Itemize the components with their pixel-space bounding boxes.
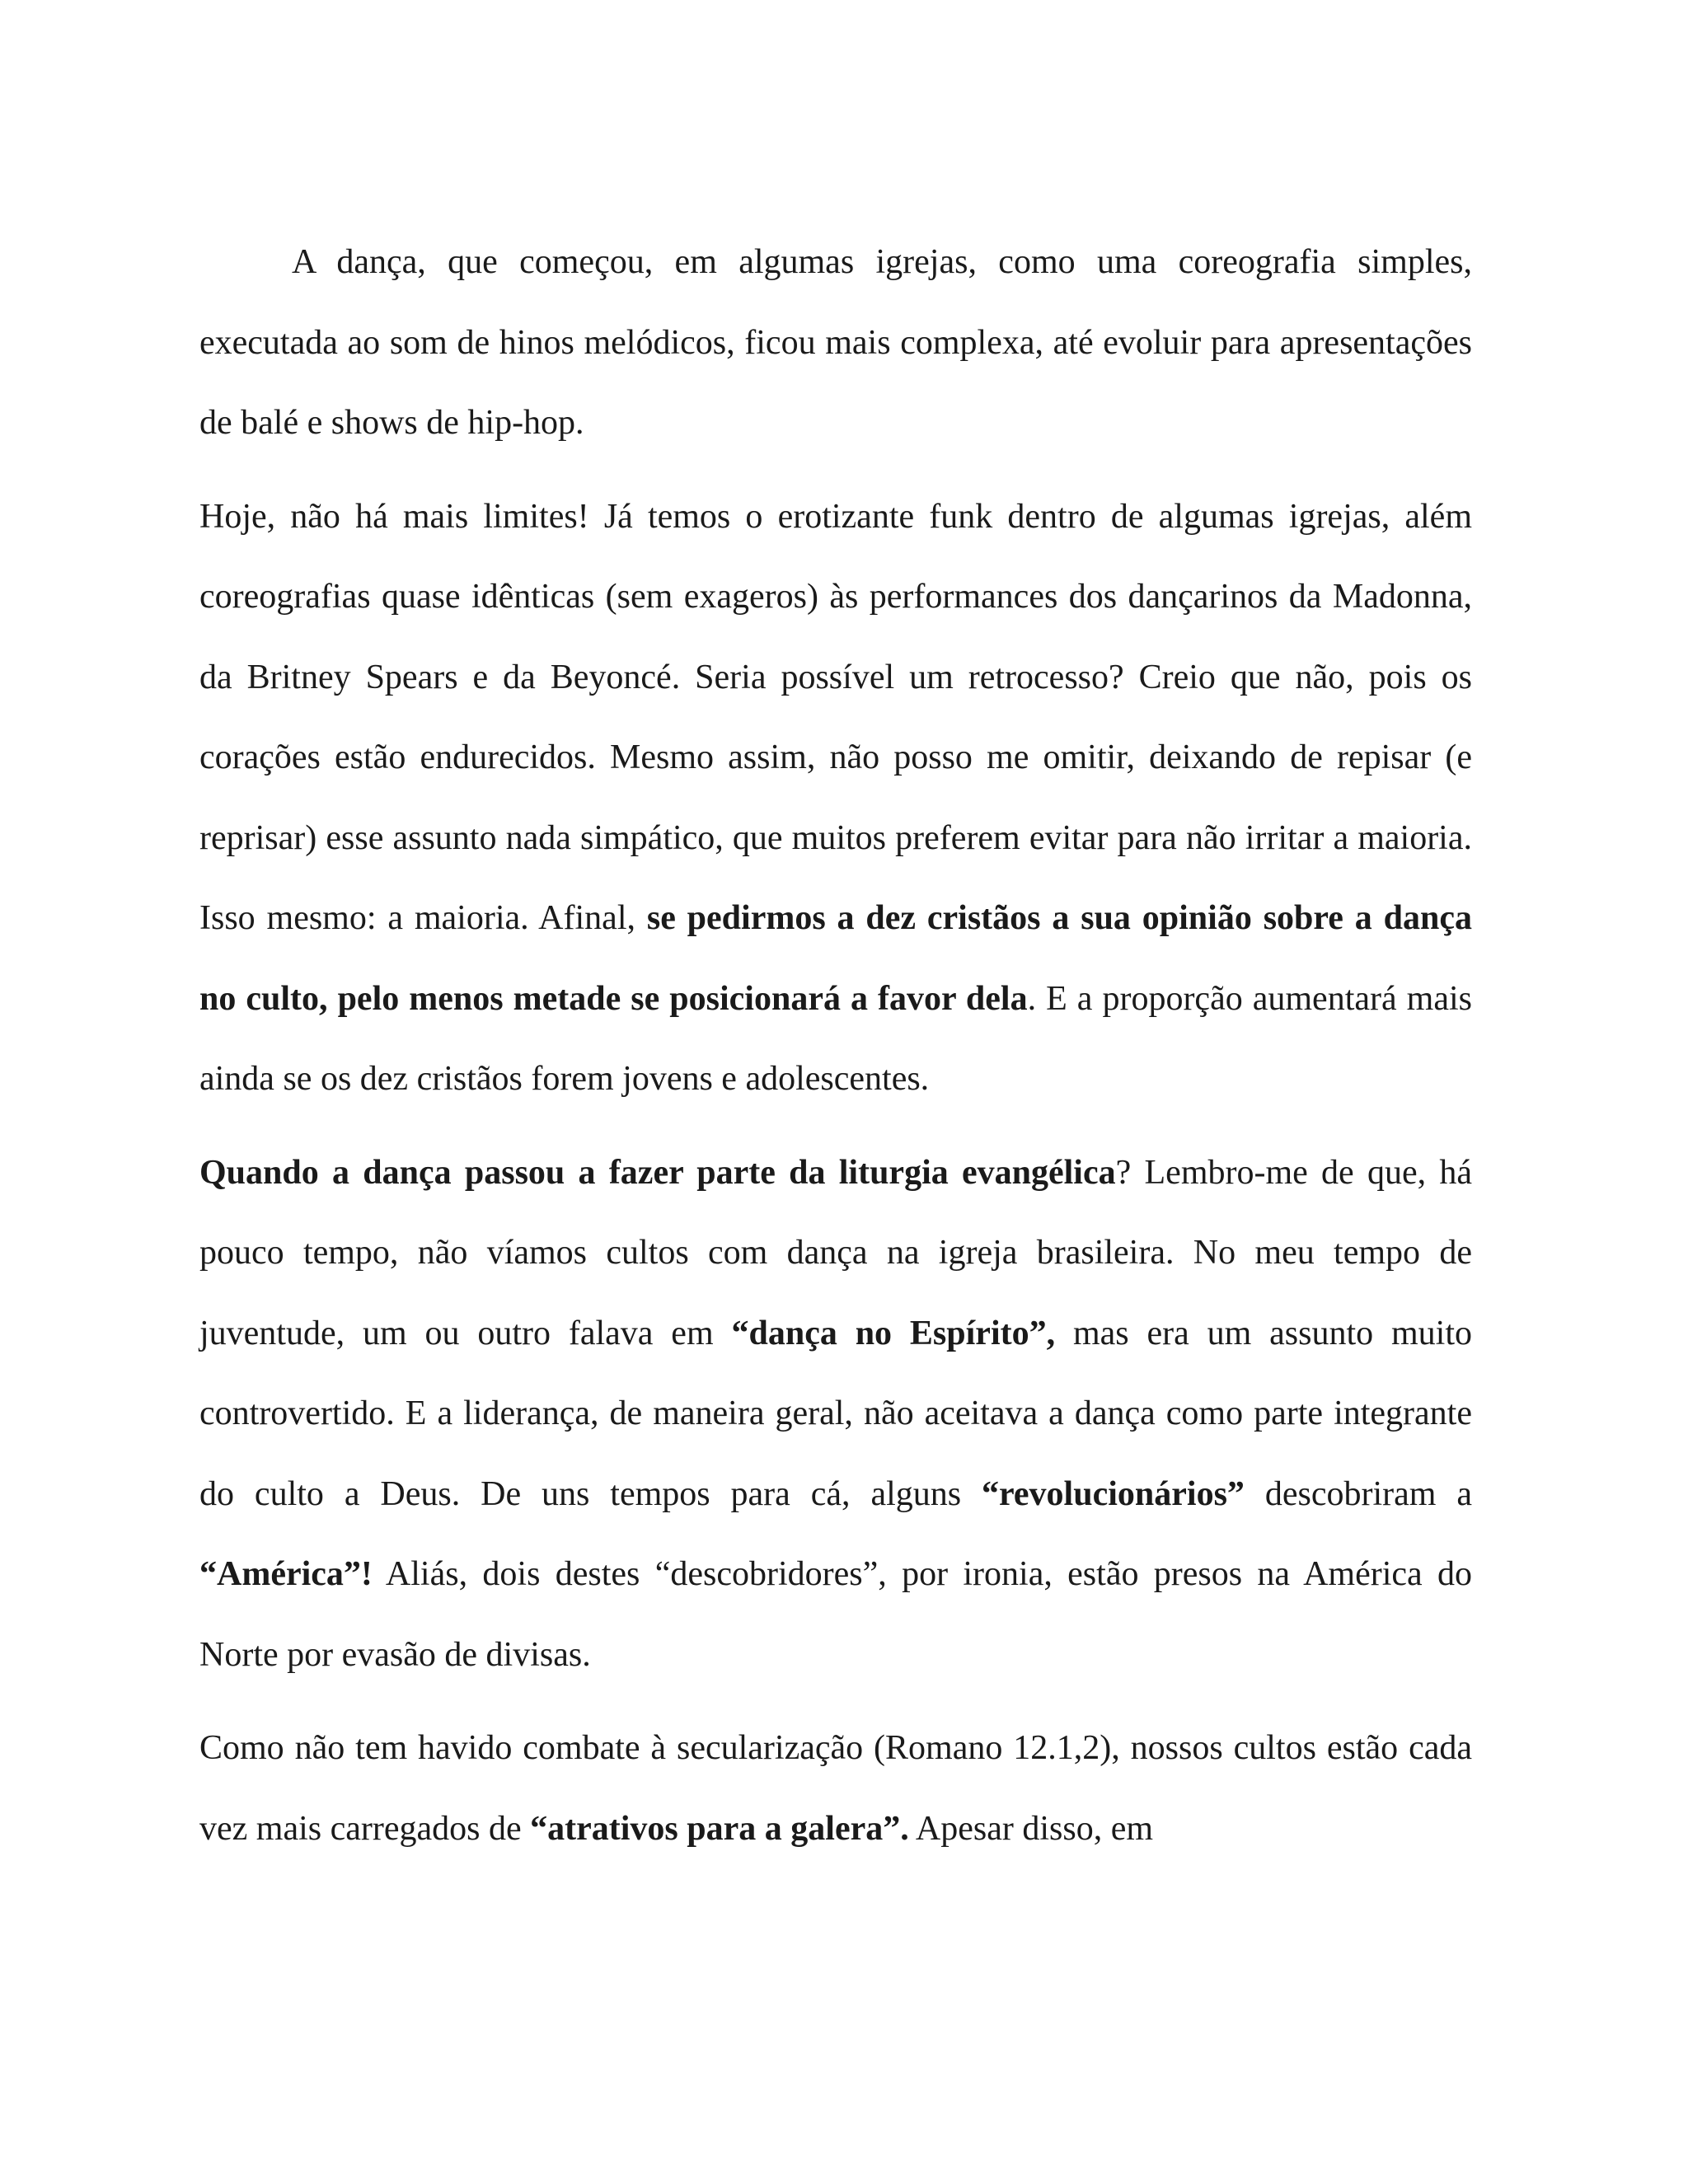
text-run: descobriram a xyxy=(1244,1474,1472,1513)
paragraph-1 xyxy=(199,223,1472,464)
bold-text-run: “atrativos para a galera”. xyxy=(530,1809,909,1848)
paragraph-4 xyxy=(199,1708,1472,1869)
bold-text-run: “revolucionários” xyxy=(982,1474,1245,1513)
paragraph-3 xyxy=(199,1133,1472,1696)
text-run: Como não tem havido combate à secularização (Romano 12.1,2), nossos cultos estão cada vez mais carregados de xyxy=(199,1729,1472,1848)
paragraph-2 xyxy=(199,477,1472,1120)
body-text xyxy=(199,223,1472,1882)
bold-text-run: Quando a dança passou a fazer parte da liturgia evangélica xyxy=(199,1153,1116,1192)
text-run: mas era um assunto muito controvertido. E a liderança, de maneira geral, não aceitava a dança como parte integrante do culto a Deus. De uns tempos para cá, alguns xyxy=(199,1314,1472,1513)
bold-text-run: “dança no Espírito”, xyxy=(731,1314,1056,1352)
text-run: . E a proporção aumentará mais ainda se os dez cristãos forem jovens e adolescentes. xyxy=(199,979,1472,1098)
text-run: Apesar disso, em xyxy=(908,1809,1154,1848)
text-run: Aliás, dois destes “descobridores”, por ironia, estão presos na América do Norte por evasão de divisas. xyxy=(199,1555,1472,1674)
text-run: Hoje, não há mais limites! Já temos o erotizante funk dentro de algumas igrejas, além coreografias quase idênticas (sem exageros) às performances dos dançarinos da Madonna, da Britney Spears e da Beyoncé. Seria possível um retrocesso? Creio que não, pois os corações estão endurecidos. Mesmo assim, não posso me omitir, deixando de repisar (e reprisar) esse assunto nada simpático, que muitos preferem evitar para não irritar a maioria. Isso mesmo: a maioria. Afinal, xyxy=(199,497,1472,937)
text-run: ? Lembro-me de que, há pouco tempo, não víamos cultos com dança na igreja brasileira. No meu tempo de juventude, um ou outro falava em xyxy=(199,1153,1472,1352)
bold-text-run: “América”! xyxy=(199,1555,373,1593)
bold-text-run: se pedirmos a dez cristãos a sua opinião sobre a dança no culto, pelo menos metade se posicionará a favor dela xyxy=(199,899,1472,1018)
text-run: A dança, que começou, em algumas igrejas, como uma coreografia simples, executada ao som de hinos melódicos, ficou mais complexa, até evoluir para apresentações de balé e shows de hip-hop. xyxy=(199,243,1472,442)
